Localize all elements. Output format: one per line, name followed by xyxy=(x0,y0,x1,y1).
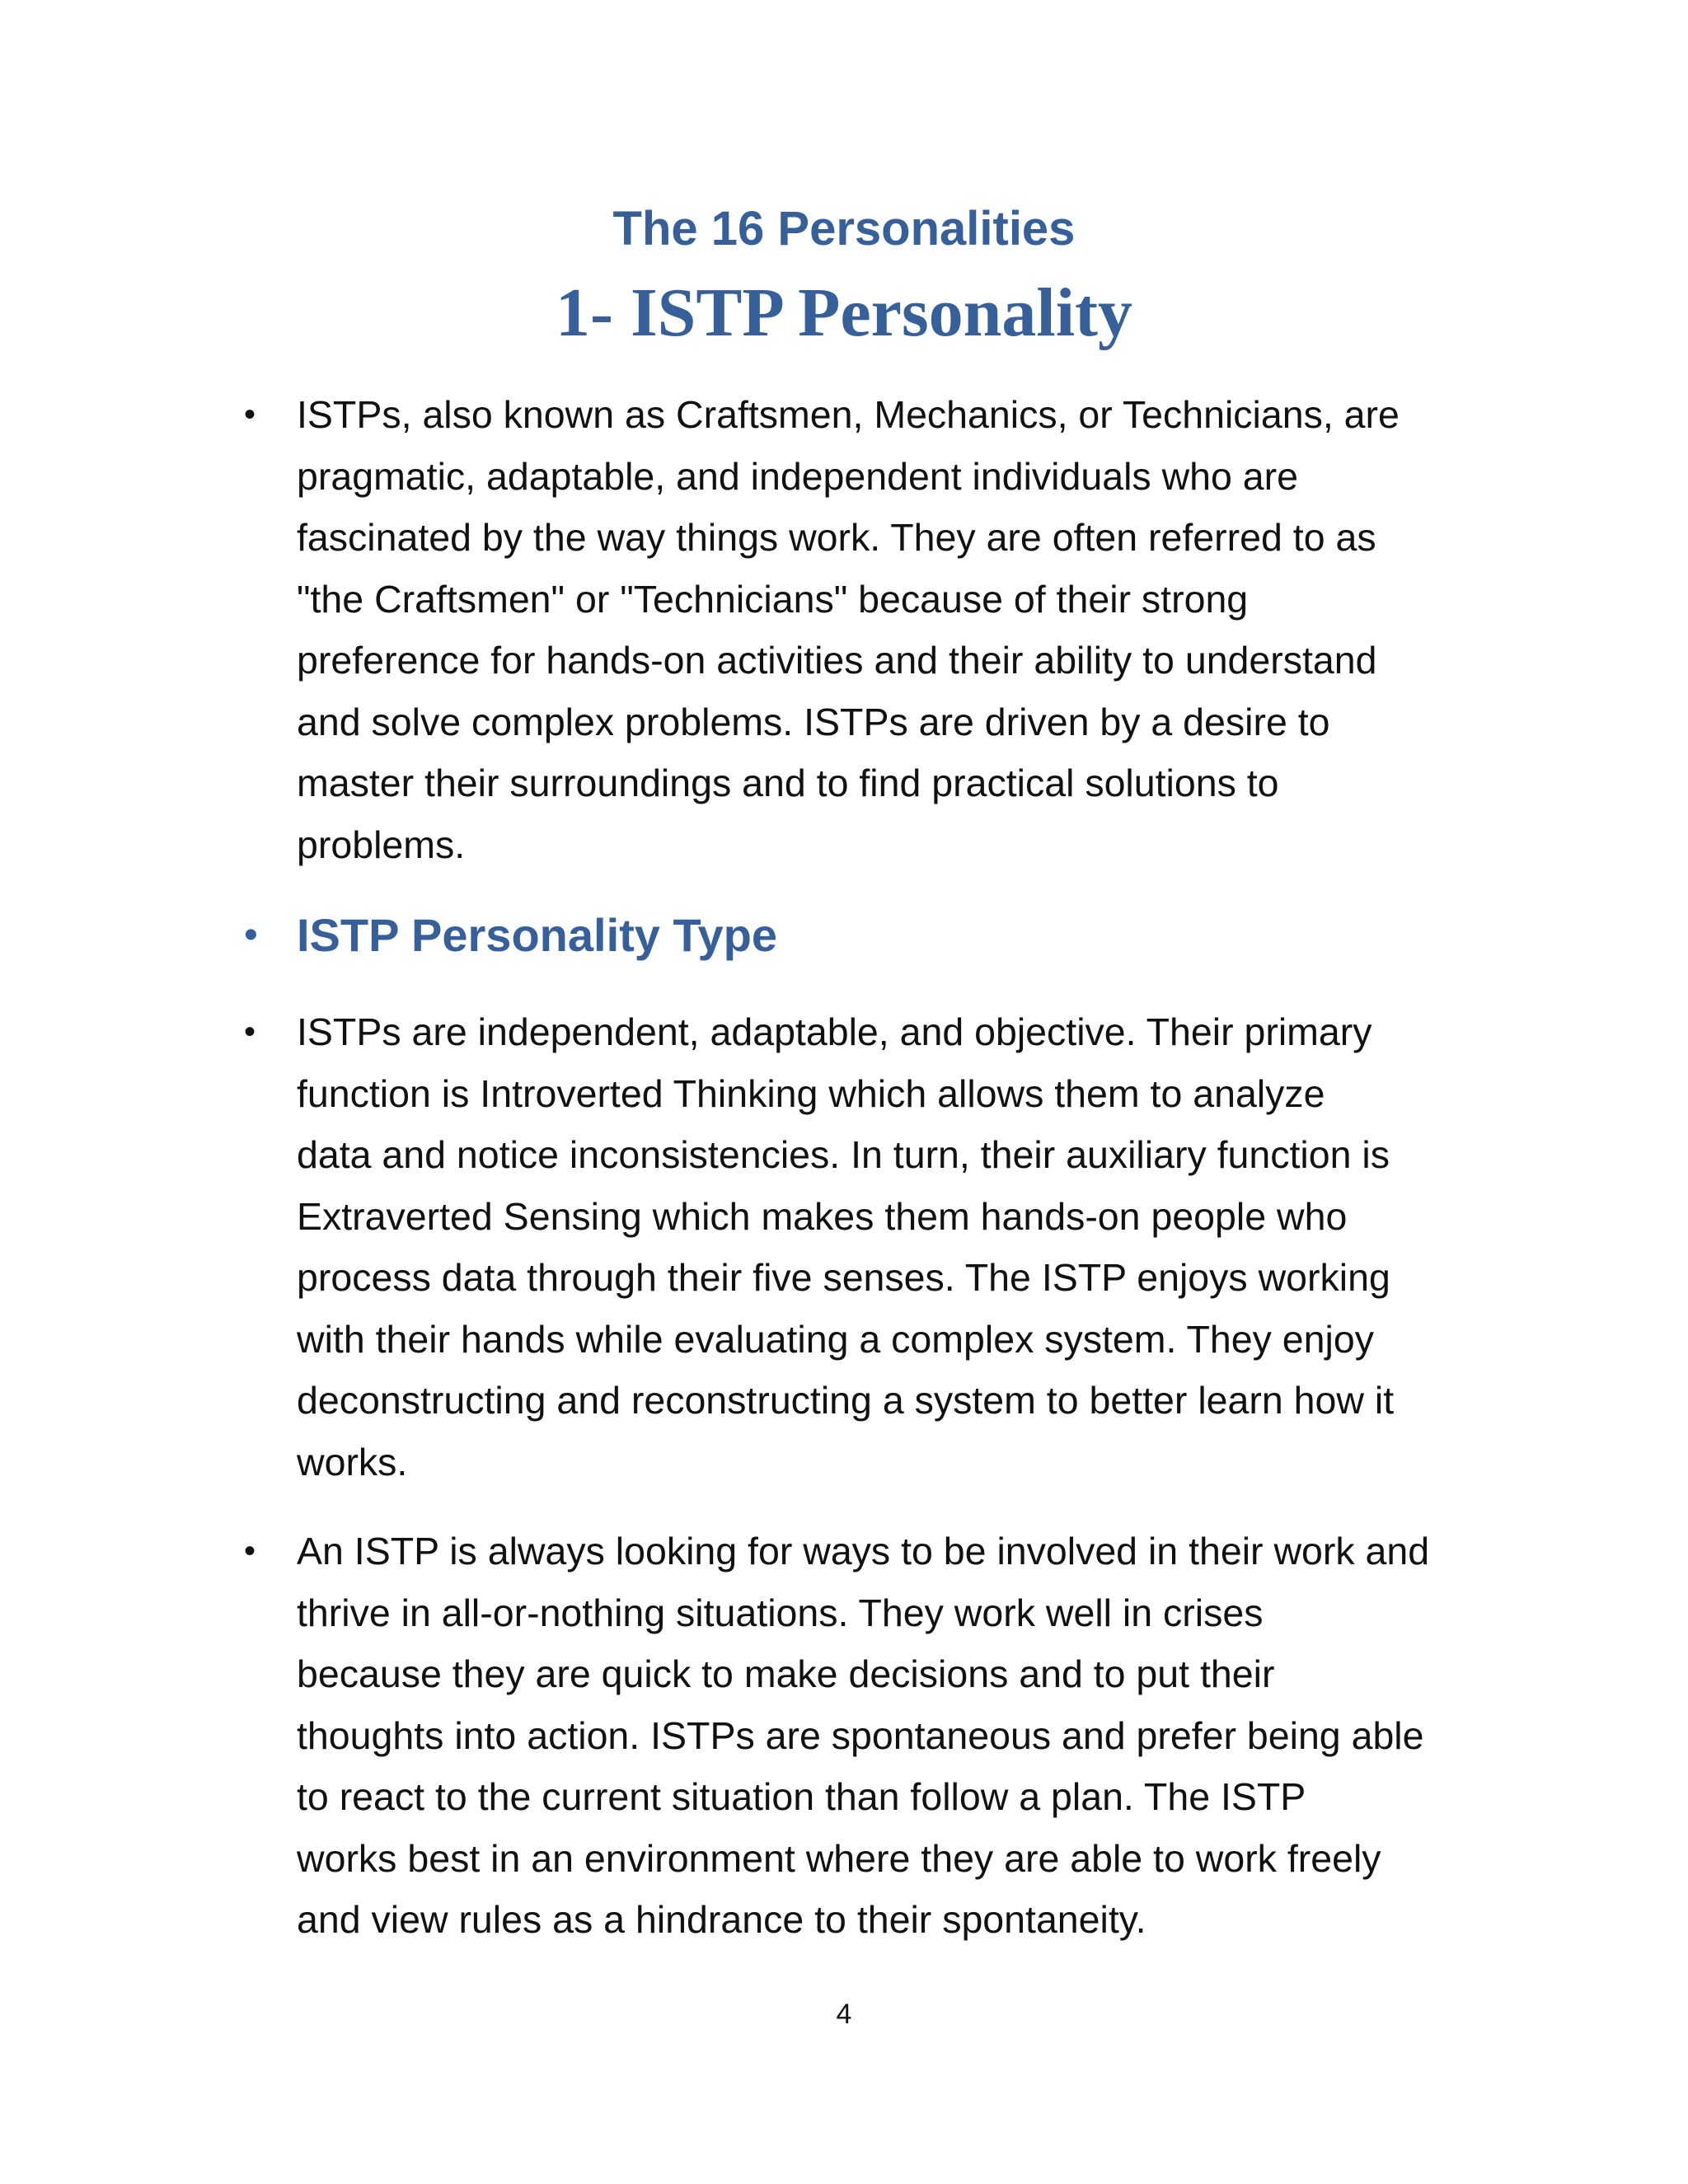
paragraph-functions: ISTPs are independent, adaptable, and objective. Their primary function is Introverted Thinking which allows them to analyze data and notice inconsistencies. In turn, their auxiliary function is Extraverted Sensing which makes them hands-on people who process data through their five senses. The ISTP enjoys working with their hands while evaluating a complex system. They enjoy deconstructing and reconstructing a system to better learn how it works. xyxy=(297,1010,1395,1483)
paragraph-work-style: An ISTP is always looking for ways to be involved in their work and thrive in all-or-nothing situations. They work well in crises because they are quick to make decisions and to put their thoughts into action. ISTPs are spontaneous and prefer being able to react to the current situation than follow a plan. The ISTP works best in an environment where they are able to work freely and view rules as a hindrance to their spontaneity. xyxy=(297,1530,1430,1941)
bullet-icon: • xyxy=(244,1533,256,1569)
bullet-icon: • xyxy=(244,913,258,957)
bullet-icon: • xyxy=(244,396,256,433)
document-title: 1- ISTP Personality xyxy=(555,274,1132,351)
document-subtitle: The 16 Personalities xyxy=(612,202,1076,255)
page-number: 4 xyxy=(836,1999,852,2030)
paragraph-intro: ISTPs, also known as Craftsmen, Mechanics, or Technicians, are pragmatic, adaptable, and independent individuals who are fascinated by the way things work. They are often referred to as "the Craftsmen" or "Technicians" because of their strong preference for hands-on activities and their ability to understand and solve complex problems. ISTPs are driven by a desire to master their surroundings and to find practical solutions to problems. xyxy=(297,393,1400,866)
section-heading: ISTP Personality Type xyxy=(297,909,778,961)
bullet-icon: • xyxy=(244,1014,256,1050)
